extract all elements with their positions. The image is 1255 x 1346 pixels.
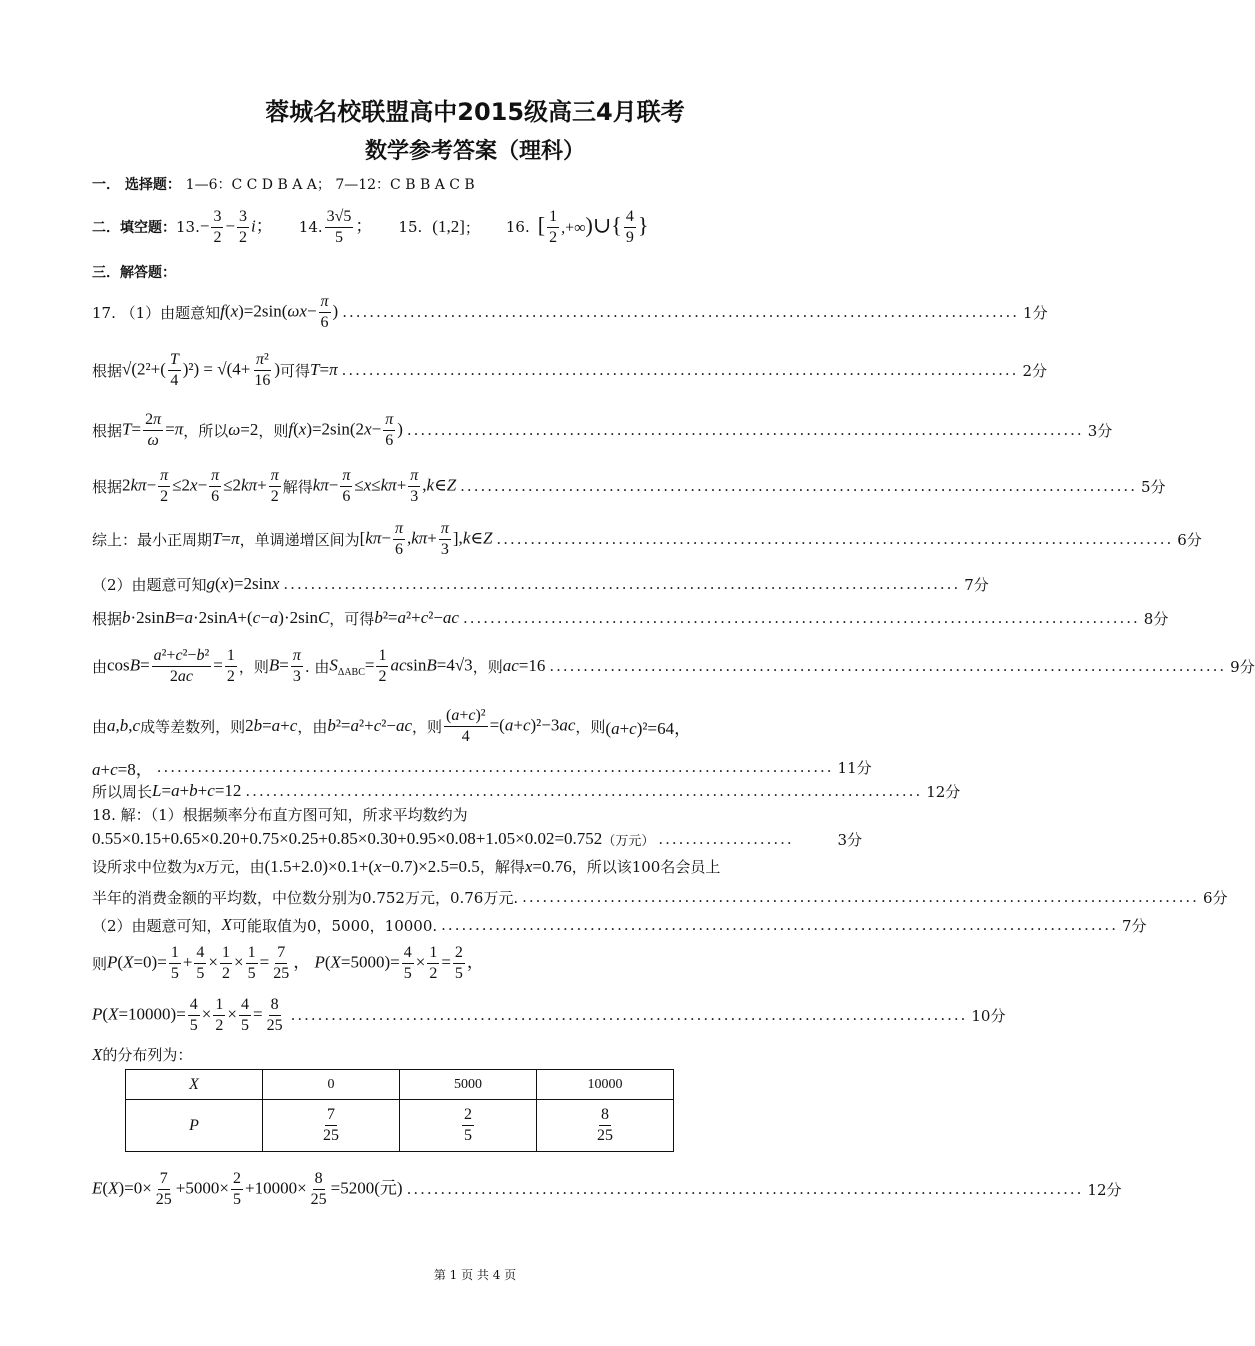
- dot-leader: ....................................................................................................: [406, 421, 1084, 439]
- q18-line9: [92, 1166, 1122, 1212]
- q18-l2-formula: 0.55×0.15+0.65×0.20+0.75×0.25+0.85×0.30+0.95×0.08+1.05×0.02=0.752: [92, 829, 603, 848]
- section-choice: [92, 174, 862, 194]
- q17-l5-text: 综上：最小正周期: [92, 530, 213, 549]
- q13-answer: − $\frac{3}{2}$ − $\frac{3}{2}$ i；: [199, 207, 273, 246]
- section-fill: 二．填空题： 13. − $\frac{3}{2}$ − $\frac{3}{2}$ i； 14. $\frac{3√5}{5}$ ； 15. (1,2] ； 16. [ $\frac{1}{2}$ ,+∞)∪{ $\frac{4}{9}$ }: [92, 207, 649, 246]
- q17-l1-formula: f(x)=2sin(ωx− $\frac{\pi}{6}$ ): [220, 292, 339, 331]
- dot-leader: ....................................................................................................: [460, 477, 1137, 495]
- score-label: 7分: [1121, 916, 1147, 935]
- q17-l4-mid: 解得: [282, 477, 313, 496]
- prob-denominator: 25: [323, 1127, 339, 1144]
- q17-l8-formula3: $S_{\Delta ABC}=$ $\frac{1}{2}$ acsinB=4√3: [329, 646, 473, 685]
- q18-l5-text: （2）由题意可知，: [92, 916, 222, 935]
- dot-leader: ....................................................................................................: [522, 888, 1199, 906]
- score-label: 5分: [1140, 477, 1166, 496]
- q17-l2-formula: √(2²+( $\frac{T}{4}$ )²) = √(4+ $\frac{\text{π²}}{16}$ ): [122, 350, 281, 389]
- q16-answer: [ $\frac{1}{2}$ ,+∞)∪{ $\frac{4}{9}$ }: [537, 207, 649, 246]
- section-solve-label: 三．解答题：: [92, 265, 176, 281]
- q18-l6-text: 则: [92, 954, 108, 973]
- q18-l8-text: 的分布列为：: [102, 1046, 193, 1064]
- q18-line8: [92, 1044, 862, 1065]
- q17-l11-formula: L=a+b+c=12: [152, 781, 242, 800]
- q17-line2: [92, 346, 1047, 394]
- table-header-cell: 0: [263, 1070, 400, 1100]
- q17-l3-mid2: ，则: [258, 421, 289, 440]
- q17-l9-formula3: b²=a²+c²−ac: [327, 716, 412, 735]
- q18-line3: 设所求中位数为x万元，由(1.5+2.0)×0.1+(x−0.7)×2.5=0.5，解得x=0.76，所以该100名会员上: [92, 857, 721, 876]
- q17-l2-formula2: T=π: [310, 360, 338, 379]
- dot-leader: ....................................................................................................: [549, 657, 1227, 675]
- q17-l9-t3: ，则: [411, 717, 442, 736]
- q15-number: 15.: [398, 218, 423, 236]
- section-choice-answers: 1—6：C C D B A A； 7—12：C B B A C B: [185, 177, 475, 193]
- q17-l9-t4: ，则: [575, 717, 606, 736]
- score-label: 2分: [1022, 361, 1047, 380]
- score-label: 10分: [971, 1006, 1006, 1025]
- dot-leader: ....................................................................................................: [441, 916, 1118, 934]
- q17-l1-text: 17. （1）由题意知: [92, 303, 221, 322]
- prob-denominator: 5: [464, 1127, 472, 1144]
- q17-l9-t1: 成等差数列，则: [140, 717, 246, 736]
- table-header-row: [126, 1070, 674, 1100]
- q17-l5-mid: ，单调递增区间为: [239, 530, 360, 549]
- prob-denominator: 25: [597, 1127, 613, 1144]
- q18-l3-mid1: 万元，由: [204, 858, 265, 876]
- score-label: 6分: [1177, 530, 1202, 549]
- q17-l9-formula1: a,b,c: [107, 716, 141, 735]
- score-label: 11分: [837, 758, 872, 777]
- table-header-cell: 5000: [400, 1070, 537, 1100]
- q17-l9-formula5: (a+c)²=64，: [605, 718, 692, 738]
- q18-l8-var: X: [92, 1045, 103, 1064]
- dot-leader: ....................................................................................................: [341, 361, 1019, 379]
- q18-l9-formula: E(X)=0× $\frac{7}{25}$ +5000× $\frac{2}{5}$ +10000× $\frac{8}{25}$ =5200(元): [92, 1169, 403, 1208]
- q17-l2-text: 根据: [92, 361, 123, 380]
- table-cell: [537, 1100, 674, 1152]
- q18-line6: [92, 940, 862, 986]
- score-label: 1分: [1023, 303, 1048, 322]
- q17-l6-formula: g(x)=2sinx: [206, 574, 280, 593]
- dot-leader: ....................................................................................................: [156, 758, 834, 776]
- table-header-cell: X: [126, 1070, 263, 1100]
- q18-l3-mid2: ，解得: [479, 858, 525, 876]
- q17-line5: [92, 516, 1202, 562]
- q17-l3-formula: T= $\frac{2\pi}{\omega}$ =π: [122, 410, 184, 449]
- q17-l3-formula2: ω=2: [228, 420, 259, 439]
- q17-line3: [92, 408, 1113, 452]
- q17-l2-mid: 可得: [280, 361, 311, 380]
- q17-l8-formula: cosB= $\frac{\text{a²+c²−b²}}{2ac}$ = $\frac{1}{2}$: [107, 646, 235, 685]
- page-footer: 第 1 页 共 4 页: [433, 1268, 517, 1282]
- score-label: 3分: [1087, 421, 1113, 440]
- table-cell: [400, 1100, 537, 1152]
- q15-answer: (1,2]: [432, 217, 465, 236]
- q18-l5-mid: 可能取值为0，5000，10000.: [231, 916, 438, 935]
- q17-line4: [92, 464, 1166, 508]
- q17-line7: [92, 606, 1169, 630]
- distribution-table: [125, 1069, 674, 1152]
- q17-line10: [92, 756, 872, 779]
- score-label: 9分: [1230, 657, 1255, 676]
- score-label: 12分: [926, 782, 961, 801]
- q18-l2-unit: （万元）: [602, 833, 655, 849]
- table-row-label: P: [126, 1100, 263, 1152]
- q17-l3-mid1: ，所以: [183, 421, 229, 440]
- q17-l8-formula2: B= $\frac{\pi}{3}$: [268, 646, 301, 685]
- q17-l7-text: 根据: [92, 609, 123, 628]
- q17-l6-text: （2）由题意可知: [92, 575, 207, 594]
- q13-number: 13.: [176, 218, 200, 236]
- prob-numerator: 8: [599, 1105, 611, 1126]
- q17-l4-text: 根据: [92, 477, 123, 496]
- dot-leader: ....................................................................................................: [496, 530, 1174, 548]
- q16-number: 16.: [505, 218, 530, 236]
- score-label: 6分: [1202, 888, 1228, 907]
- q17-l8-formula4: ac=16: [502, 656, 546, 675]
- q17-l3-text: 根据: [92, 421, 123, 440]
- q17-l10-formula: a+c=8，: [92, 759, 153, 779]
- q18-line2: [92, 828, 862, 850]
- q17-line8: [92, 642, 1255, 690]
- q17-l7-formula: b·2sinB=a·2sinA+(c−a)·2sinC: [122, 608, 330, 627]
- q18-line1: 18. 解：（1）根据频率分布直方图可知，所求平均数约为: [92, 806, 468, 824]
- q14-answer: $\frac{3√5}{5}$ ；: [326, 207, 373, 246]
- q18-line7: [92, 992, 1006, 1038]
- q18-l7-formula: P(X=10000)= $\frac{4}{5}$ × $\frac{1}{2}$ × $\frac{4}{5}$ = $\frac{8}{25}$: [92, 995, 283, 1034]
- q18-l4-text: 半年的消费金额的平均数，中位数分别为0.752万元，0.76万元.: [92, 888, 519, 907]
- q18-l3-text: 设所求中位数为: [92, 858, 198, 876]
- q18-l3-mid3: ，所以该100名会员上: [571, 858, 721, 876]
- q17-l8-mid1: ，则: [238, 657, 269, 676]
- page-subtitle: 数学参考答案（理科）: [364, 139, 585, 164]
- section-solve: [92, 262, 862, 282]
- section-choice-label: 一． 选择题：: [92, 177, 181, 193]
- q17-l9-text: 由: [92, 717, 108, 736]
- score-label: 12分: [1087, 1180, 1122, 1199]
- q17-l7-mid: ，可得: [329, 609, 375, 628]
- q17-line1: [92, 290, 1048, 334]
- section-fill-label: 二．填空题：: [92, 220, 176, 236]
- q17-l8-mid3: ，则: [472, 657, 503, 676]
- q14-number: 14.: [298, 218, 323, 236]
- dot-leader: ....................................................................................................: [283, 575, 961, 593]
- table-header-cell: 10000: [537, 1070, 674, 1100]
- table-cell: [263, 1100, 400, 1152]
- q17-line11: [92, 780, 961, 802]
- q17-line9: [92, 702, 862, 750]
- q17-l4-formula: 2kπ− $\frac{\pi}{2}$ ≤2x− $\frac{\pi}{6}$ ≤2kπ+ $\frac{\pi}{2}$: [122, 466, 279, 505]
- score-label: 8分: [1143, 609, 1169, 628]
- page-title: 蓉城名校联盟高中2015级高三4月联考: [265, 98, 685, 126]
- q18-line5: [92, 914, 1147, 936]
- dot-leader: ....................................................................................................: [462, 609, 1140, 627]
- prob-numerator: 2: [462, 1105, 474, 1126]
- score-label: 7分: [964, 575, 989, 594]
- q17-l4-formula2: kπ− $\frac{\pi}{6}$ ≤x≤kπ+ $\frac{\pi}{3}$ ,k∈Z: [312, 466, 457, 505]
- q18-line4: [92, 886, 1228, 908]
- q17-l5-formula2: [kπ− $\frac{\pi}{6}$ ,kπ+ $\frac{\pi}{3}$ ],k∈Z: [359, 519, 493, 558]
- q17-l7-formula2: b²=a²+c²−ac: [374, 608, 459, 627]
- q17-l11-text: 所以周长: [92, 782, 153, 801]
- q17-line6: [92, 572, 989, 596]
- dot-leader: ....................................................................................................: [406, 1180, 1084, 1198]
- q18-l6-formula: P(X=0)= $\frac{1}{5}$ + $\frac{4}{5}$ × $\frac{1}{2}$ × $\frac{1}{5}$ = $\frac{7}{25}$ ， P(X=5000)= $\frac{4}{5}$ × $\frac{1}{2}$ = $\frac{2}{5}$ ，: [107, 943, 484, 982]
- dot-leader: ....................................................................................................: [290, 1006, 968, 1024]
- q17-l9-t2: ，由: [297, 717, 328, 736]
- q17-l9-formula4: $\frac{\text{(a+c)²}}{4}$ =(a+c)²−3ac: [446, 706, 576, 745]
- table-row: [126, 1100, 674, 1152]
- score-label: 3分: [837, 830, 862, 849]
- q17-l8-text: 由: [92, 657, 108, 676]
- q17-l5-formula: T=π: [212, 529, 240, 548]
- prob-numerator: 7: [325, 1105, 337, 1126]
- q18-l5-var: X: [221, 915, 232, 934]
- q17-l8-mid2: . 由: [304, 657, 330, 676]
- q17-l9-formula2: 2b=a+c: [245, 716, 298, 735]
- dot-leader: ....................................................................................................: [342, 303, 1020, 321]
- dot-leader: ....................................................................................................: [245, 782, 923, 800]
- dot-leader: ....................: [658, 830, 794, 848]
- q17-l3-formula3: f(x)=2sin(2x− $\frac{\pi}{6}$ ): [288, 410, 403, 449]
